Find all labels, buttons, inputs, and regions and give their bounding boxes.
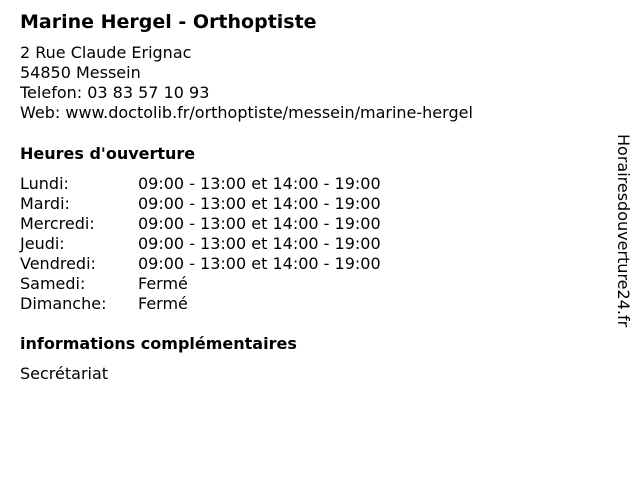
address-block: [20, 43, 473, 123]
page-title: Marine Hergel - Orthoptiste: [20, 11, 317, 33]
hours-value: 09:00 - 13:00 et 14:00 - 19:00: [138, 174, 381, 193]
address-street: 2 Rue Claude Erignac: [20, 43, 192, 62]
day-label: Lundi:: [20, 174, 69, 193]
additional-info-heading: informations complémentaires: [20, 334, 297, 353]
hours-value: 09:00 - 13:00 et 14:00 - 19:00: [138, 194, 381, 213]
day-label: Jeudi:: [20, 234, 65, 253]
watermark-text: Horairesdouverture24.fr: [614, 134, 633, 328]
hours-value: Fermé: [138, 294, 188, 313]
opening-hours-heading: Heures d'ouverture: [20, 144, 196, 163]
hours-value: Fermé: [138, 274, 188, 293]
hours-value: 09:00 - 13:00 et 14:00 - 19:00: [138, 254, 381, 273]
day-label: Mardi:: [20, 194, 70, 213]
hours-value: 09:00 - 13:00 et 14:00 - 19:00: [138, 234, 381, 253]
address-city: 54850 Messein: [20, 63, 141, 82]
additional-info-text: Secrétariat: [20, 364, 109, 383]
hours-value: 09:00 - 13:00 et 14:00 - 19:00: [138, 214, 381, 233]
site-watermark: [613, 134, 633, 374]
day-label: Mercredi:: [20, 214, 95, 233]
day-label: Dimanche:: [20, 294, 107, 313]
day-label: Samedi:: [20, 274, 86, 293]
phone-line: Telefon: 03 83 57 10 93: [20, 83, 210, 102]
web-line: Web: www.doctolib.fr/orthoptiste/messein/marine-hergel: [20, 103, 473, 122]
day-label: Vendredi:: [20, 254, 96, 273]
